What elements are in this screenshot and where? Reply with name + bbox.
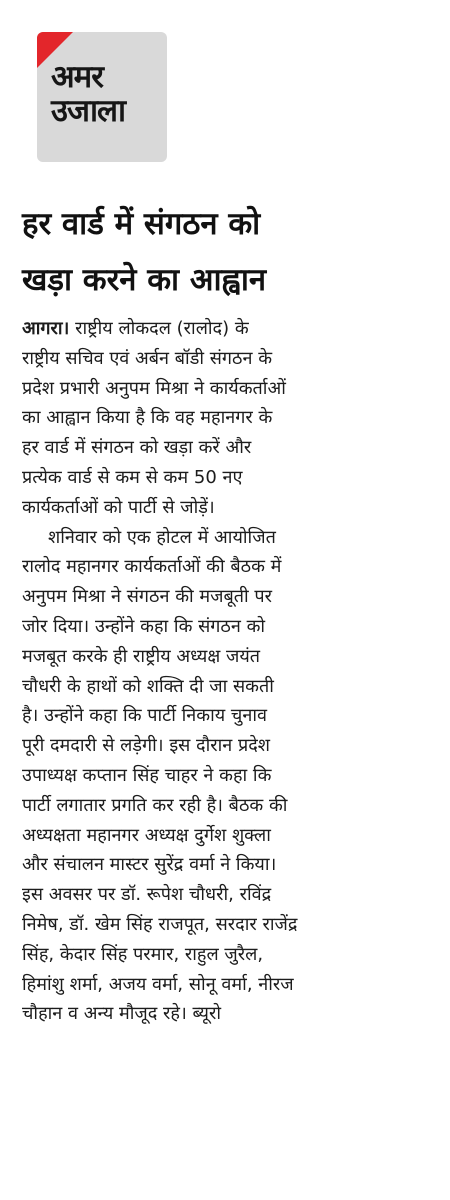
headline-line-2: खड़ा करने का आह्वान [22, 262, 267, 298]
article-body [22, 314, 440, 1029]
article-line: का आह्वान किया है कि वह महानगर के [22, 407, 273, 429]
article-headline [22, 196, 432, 308]
article-line-text: राष्ट्रीय लोकदल (रालोद) के [69, 318, 249, 339]
masthead-line-2: उजाला [51, 93, 126, 129]
article-line: अध्यक्षता महानगर अध्यक्ष दुर्गेश शुक्ला [22, 824, 271, 846]
article-dateline: आगरा। [22, 318, 70, 339]
article-line: इस अवसर पर डॉ. रूपेश चौधरी, रविंद्र [22, 884, 272, 906]
article-line: हिमांशु शर्मा, अजय वर्मा, सोनू वर्मा, नीरज [22, 973, 294, 995]
headline-line-1: हर वार्ड में संगठन को [22, 206, 261, 242]
masthead-wordmark [51, 60, 125, 128]
masthead-line-1: अमर [51, 59, 103, 95]
article-line: उपाध्यक्ष कप्तान सिंह चाहर ने कहा कि [22, 764, 272, 786]
article-line: चौधरी के हाथों को शक्ति दी जा सकती [22, 675, 274, 697]
article-line: चौहान व अन्य मौजूद रहे। ब्यूरो [22, 1003, 221, 1025]
article-line: सिंह, केदार सिंह परमार, राहुल जुरैल, [22, 943, 264, 965]
article-line: निमेष, डॉ. खेम सिंह राजपूत, सरदार राजेंद्र [22, 913, 298, 935]
article-line: प्रत्येक वार्ड से कम से कम 50 नए [22, 466, 243, 488]
masthead-logo [37, 32, 167, 162]
article-line: रालोद महानगर कार्यकर्ताओं की बैठक में [22, 556, 282, 578]
article-line: पार्टी लगातार प्रगति कर रही है। बैठक की [22, 794, 288, 816]
article-line: प्रदेश प्रभारी अनुपम मिश्रा ने कार्यकर्ताओं [22, 377, 286, 399]
article-line: पूरी दमदारी से लड़ेगी। इस दौरान प्रदेश [22, 735, 271, 757]
article-line: कार्यकर्ताओं को पार्टी से जोड़ें। [22, 496, 215, 518]
article-line: मजबूत करके ही राष्ट्रीय अध्यक्ष जयंत [22, 645, 261, 667]
article-line: हर वार्ड में संगठन को खड़ा करें और [22, 437, 252, 459]
article-line: जोर दिया। उन्होंने कहा कि संगठन को [22, 615, 266, 637]
article-line: अनुपम मिश्रा ने संगठन की मजबूती पर [22, 586, 273, 608]
article-line [22, 314, 440, 344]
article-line: और संचालन मास्टर सुरेंद्र वर्मा ने किया। [22, 854, 277, 876]
article-line: है। उन्होंने कहा कि पार्टी निकाय चुनाव [22, 705, 267, 727]
article-paragraph-start: शनिवार को एक होटल में आयोजित [48, 526, 276, 548]
article-line: राष्ट्रीय सचिव एवं अर्बन बॉडी संगठन के [22, 347, 273, 369]
